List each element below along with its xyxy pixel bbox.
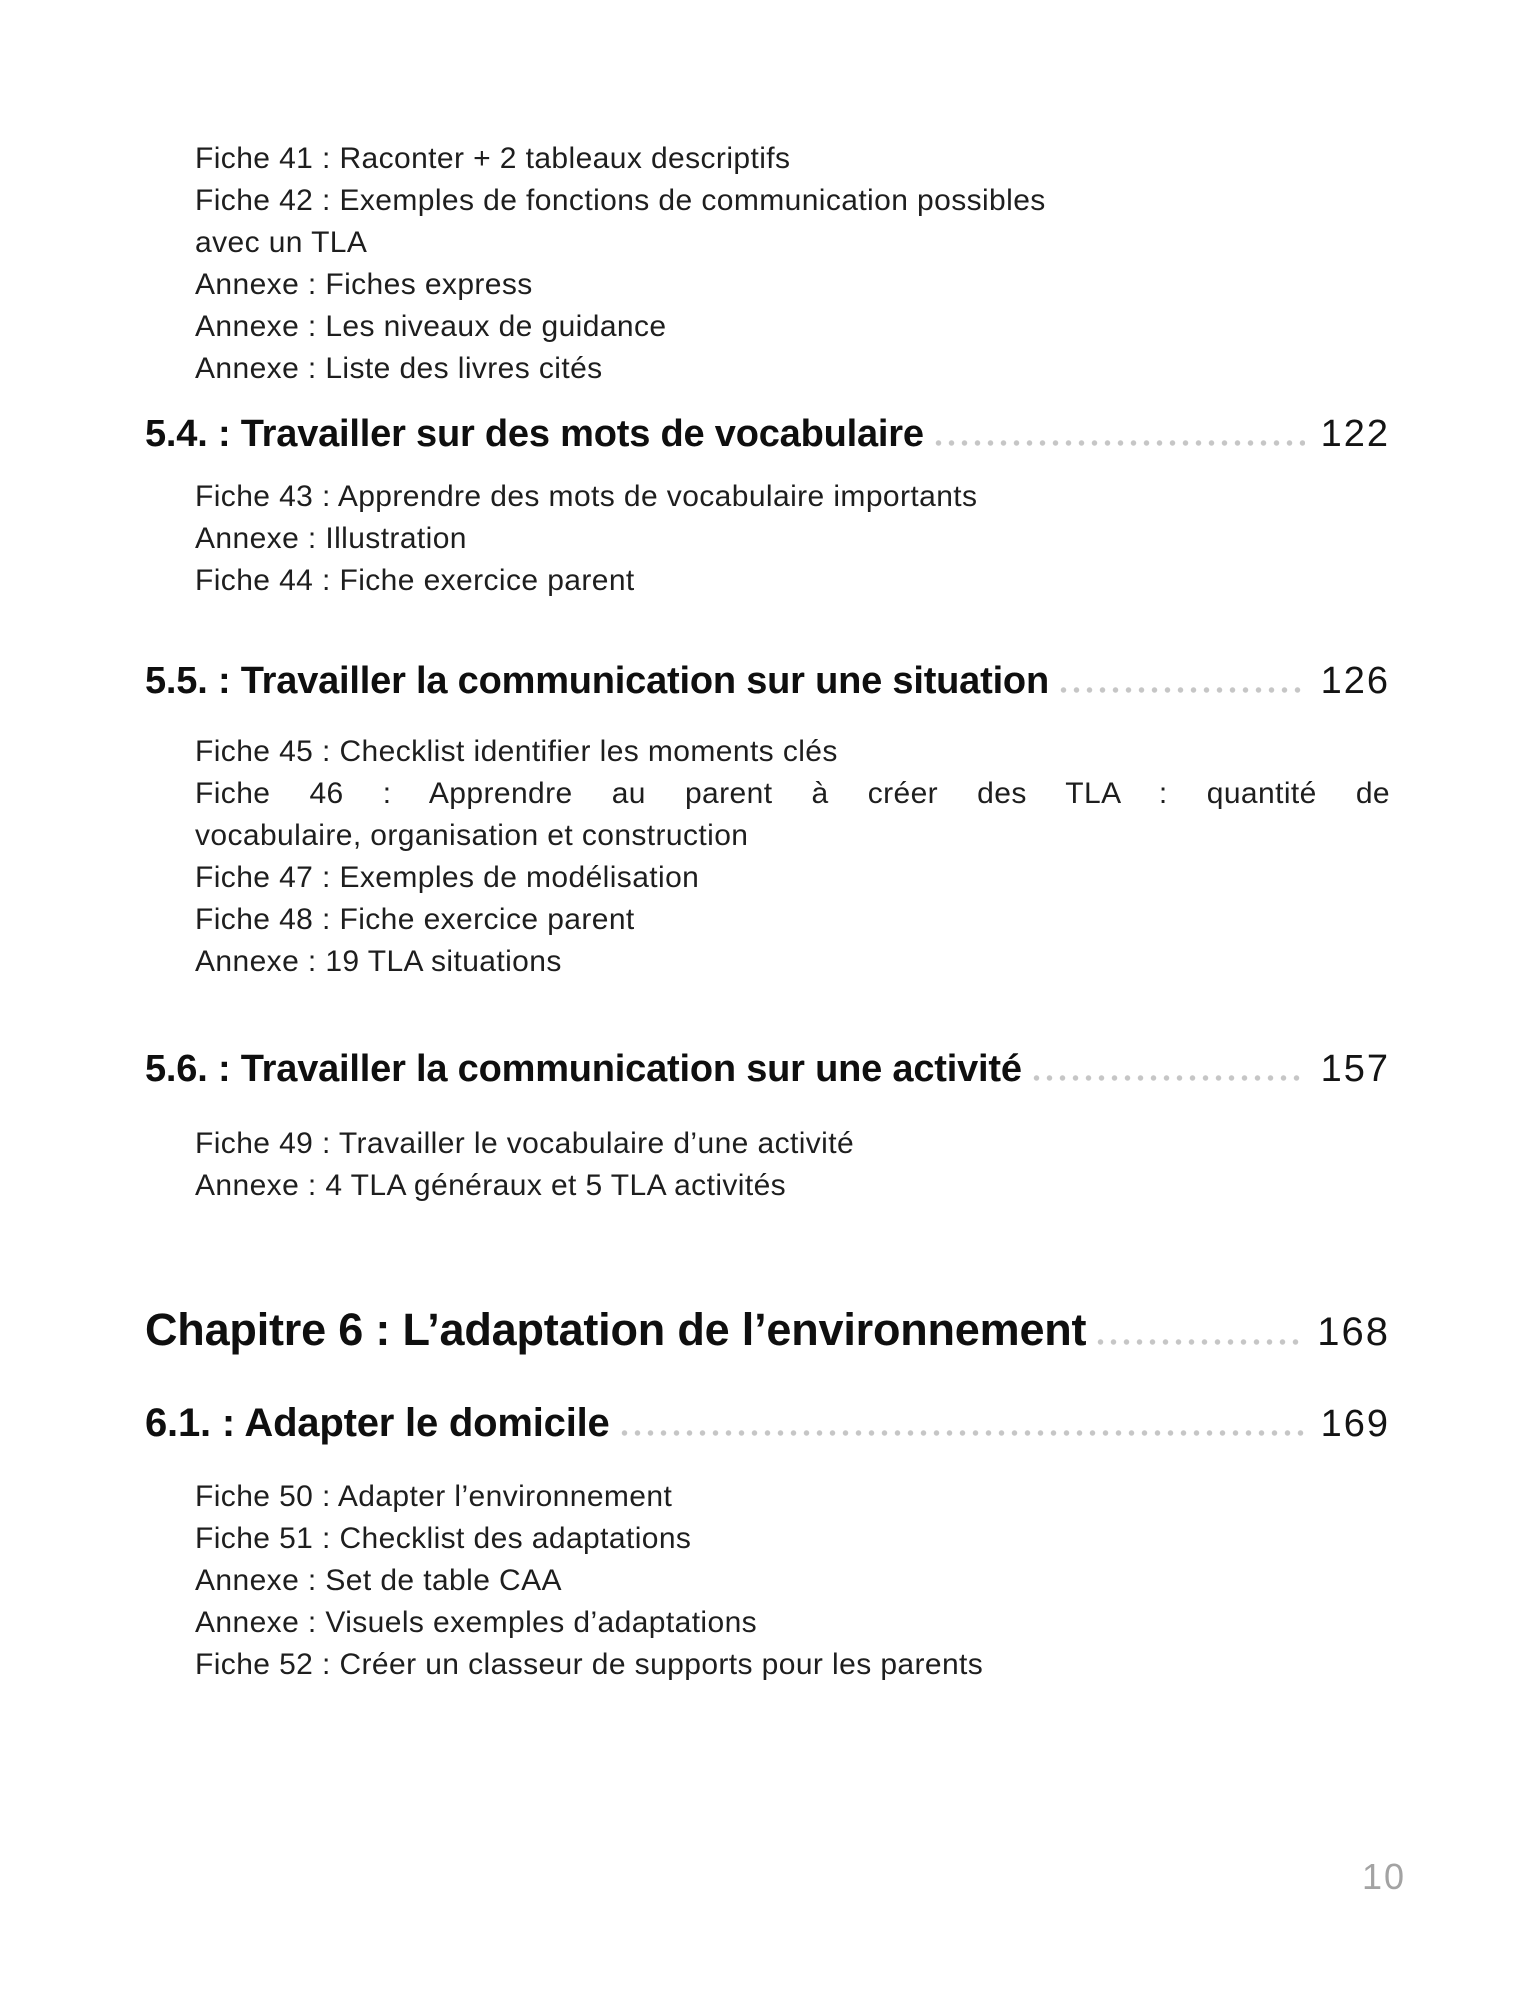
toc-subitem-wrap: vocabulaire, organisation et construction <box>195 819 749 852</box>
toc-subitem: Annexe : Visuels exemples d’adaptations <box>195 1606 758 1639</box>
toc-entry-title: 5.5. : Travailler la communication sur une situation <box>145 660 1049 702</box>
dot-leader <box>1094 1339 1301 1345</box>
toc-subitem: Fiche 48 : Fiche exercice parent <box>195 903 635 936</box>
toc-subitem: Fiche 52 : Créer un classeur de supports pour les parents <box>195 1648 984 1681</box>
dot-leader <box>1030 1075 1305 1081</box>
toc-subitem: Annexe : Illustration <box>195 522 467 555</box>
toc-subitem: Fiche 42 : Exemples de fonctions de communication possibles <box>195 184 1046 217</box>
toc-entry-section-5-4 <box>145 408 1390 460</box>
toc-subitem: Annexe : 4 TLA généraux et 5 TLA activités <box>195 1169 787 1202</box>
toc-subitem-justified: Fiche 46 : Apprendre au parent à créer des TLA : quantité de <box>195 777 1390 810</box>
toc-entry-title: 6.1. : Adapter le domicile <box>145 1401 610 1445</box>
toc-sublist-top <box>195 138 1390 390</box>
toc-sublist-5-6 <box>195 1123 1390 1207</box>
toc-subitem-wrap: avec un TLA <box>195 226 368 259</box>
toc-entry-section-5-6 <box>145 1043 1390 1095</box>
toc-subitem: Annexe : Set de table CAA <box>195 1564 562 1597</box>
toc-subitem: Annexe : Liste des livres cités <box>195 352 603 385</box>
toc-subitem: Fiche 47 : Exemples de modélisation <box>195 861 700 894</box>
toc-subitem: Fiche 43 : Apprendre des mots de vocabulaire importants <box>195 480 978 513</box>
toc-entry-title: 5.6. : Travailler la communication sur une activité <box>145 1048 1022 1090</box>
toc-subitem: Fiche 41 : Raconter + 2 tableaux descriptifs <box>195 142 791 175</box>
dot-leader <box>932 440 1305 446</box>
toc-subitem: Fiche 44 : Fiche exercice parent <box>195 564 635 597</box>
toc-entry-page-number: 126 <box>1320 660 1390 702</box>
dot-leader <box>618 1430 1305 1436</box>
toc-subitem: Fiche 50 : Adapter l’environnement <box>195 1480 673 1513</box>
toc-content <box>145 138 1390 1686</box>
toc-subitem: Fiche 45 : Checklist identifier les moments clés <box>195 735 838 768</box>
toc-entry-chapter-6 <box>145 1300 1390 1362</box>
toc-subitem: Annexe : Les niveaux de guidance <box>195 310 667 343</box>
toc-sublist-5-5 <box>195 731 1390 983</box>
toc-entry-title: Chapitre 6 : L’adaptation de l’environnement <box>145 1304 1087 1355</box>
footer-page-number: 10 <box>1361 1856 1406 1897</box>
toc-entry-page-number: 157 <box>1320 1048 1390 1090</box>
toc-sublist-5-4 <box>195 476 1390 602</box>
toc-subitem: Annexe : Fiches express <box>195 268 533 301</box>
toc-subitem: Fiche 51 : Checklist des adaptations <box>195 1522 692 1555</box>
toc-entry-page-number: 168 <box>1317 1310 1390 1354</box>
toc-subitem: Annexe : 19 TLA situations <box>195 945 562 978</box>
toc-subitem: Fiche 49 : Travailler le vocabulaire d’une activité <box>195 1127 855 1160</box>
toc-entry-section-6-1 <box>145 1397 1390 1450</box>
toc-entry-page-number: 122 <box>1320 413 1390 455</box>
dot-leader <box>1057 687 1305 693</box>
toc-sublist-6-1 <box>195 1476 1390 1686</box>
toc-entry-page-number: 169 <box>1320 1403 1390 1445</box>
toc-entry-section-5-5 <box>145 655 1390 707</box>
toc-entry-title: 5.4. : Travailler sur des mots de vocabulaire <box>145 413 924 455</box>
